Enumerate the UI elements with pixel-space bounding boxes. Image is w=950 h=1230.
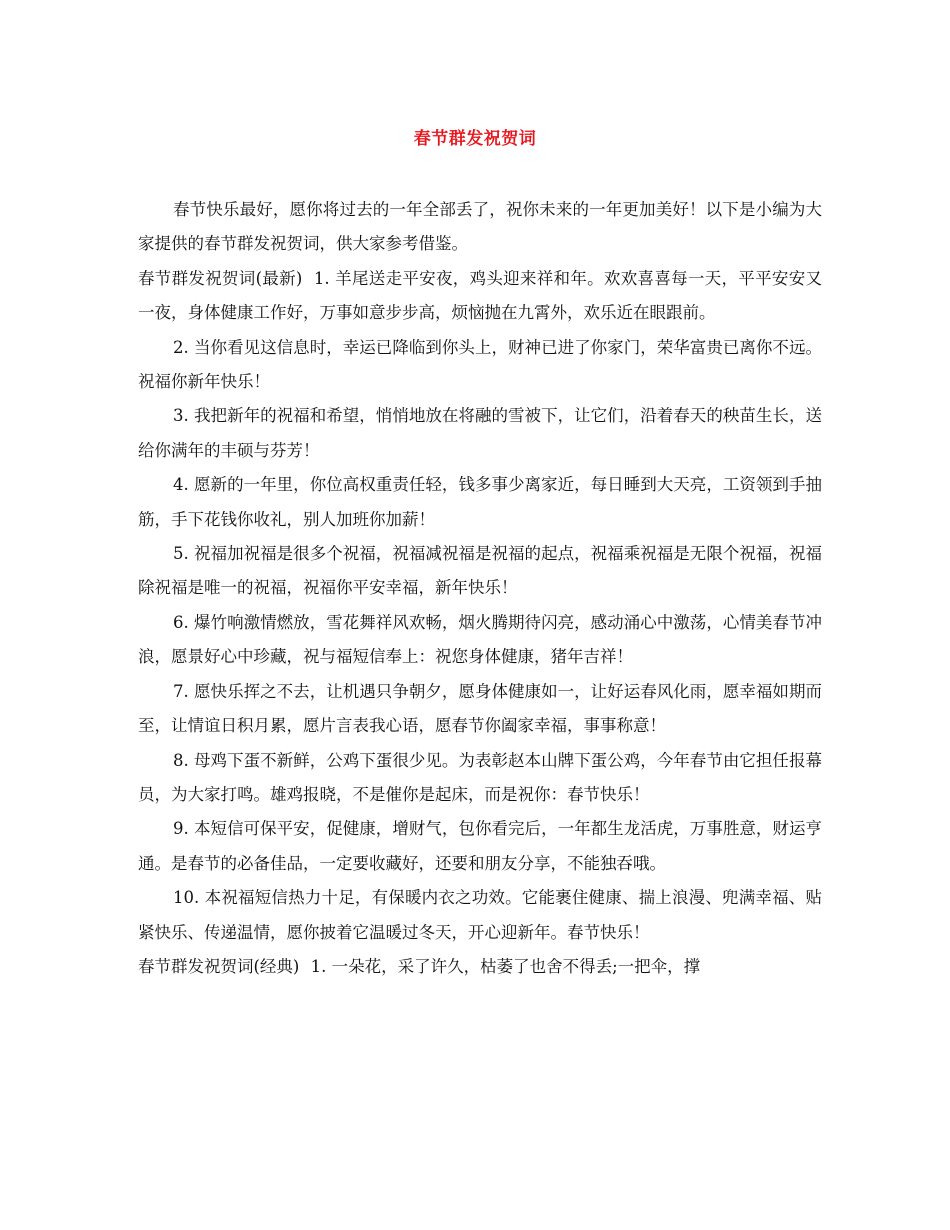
section-paragraph-classic (138, 950, 822, 984)
list-item: 10. 本祝福短信热力十足，有保暖内衣之功效。它能裹住健康、揣上浪漫、兜满幸福、贴紧快乐、传递温情，愿你披着它温暖过冬天，开心迎新年。春节快乐！ (138, 888, 822, 942)
list-item: 4. 愿新的一年里，你位高权重责任轻，钱多事少离家近，每日睡到大天亮，工资领到手抽筋，手下花钱你收礼，别人加班你加薪！ (138, 475, 822, 529)
list-item: 2. 当你看见这信息时，幸运已降临到你头上，财神已进了你家门，荣华富贵已离你不远。祝福你新年快乐！ (138, 337, 822, 392)
section-heading-latest: 春节群发祝贺词(最新) (138, 268, 303, 288)
list-item: 9. 本短信可保平安，促健康，增财气，包你看完后，一年都生龙活虎，万事胜意，财运亨通。是春节的必备佳品，一定要收藏好，还要和朋友分享，不能独吞哦。 (138, 819, 822, 873)
list-item: 6. 爆竹响激情燃放，雪花舞祥风欢畅，烟火腾期待闪亮，感动涌心中激荡，心情美春节冲浪，愿景好心中珍藏，祝与福短信奉上：祝您身体健康，猪年吉祥！ (138, 612, 822, 667)
list-item: 1. 羊尾送走平安夜，鸡头迎来祥和年。欢欢喜喜每一天，平平安安又一夜，身体健康工作好，万事如意步步高，烦恼抛在九霄外，欢乐近在眼跟前。 (138, 268, 822, 323)
document-title: 春节群发祝贺词 (413, 129, 537, 149)
list-item: 3. 我把新年的祝福和希望，悄悄地放在将融的雪被下，让它们，沿着春天的秧苗生长，送给你满年的丰硕与芬芳！ (138, 406, 822, 460)
intro-paragraph: 春节快乐最好，愿你将过去的一年全部丢了，祝你未来的一年更加美好！以下是小编为大家提供的春节群发祝贺词，供大家参考借鉴。 (138, 200, 822, 254)
list-item: 8. 母鸡下蛋不新鲜，公鸡下蛋很少见。为表彰赵本山牌下蛋公鸡，今年春节由它担任报幕员，为大家打鸣。雄鸡报晓，不是催你是起床，而是祝你：春节快乐！ (138, 750, 822, 804)
section-heading-classic: 春节群发祝贺词(经典) (138, 956, 300, 976)
section-paragraph-latest (138, 262, 822, 331)
list-item: 1. 一朵花，采了许久，枯萎了也舍不得丢;一把伞，撑 (310, 956, 701, 976)
list-item: 7. 愿快乐挥之不去，让机遇只争朝夕，愿身体健康如一，让好运春风化雨，愿幸福如期而至，让情谊日积月累，愿片言表我心语，愿春节你阖家幸福，事事称意！ (138, 681, 822, 736)
list-item: 5. 祝福加祝福是很多个祝福，祝福减祝福是祝福的起点，祝福乘祝福是无限个祝福，祝福除祝福是唯一的祝福，祝福你平安幸福，新年快乐！ (138, 544, 822, 598)
document-body (138, 193, 822, 984)
